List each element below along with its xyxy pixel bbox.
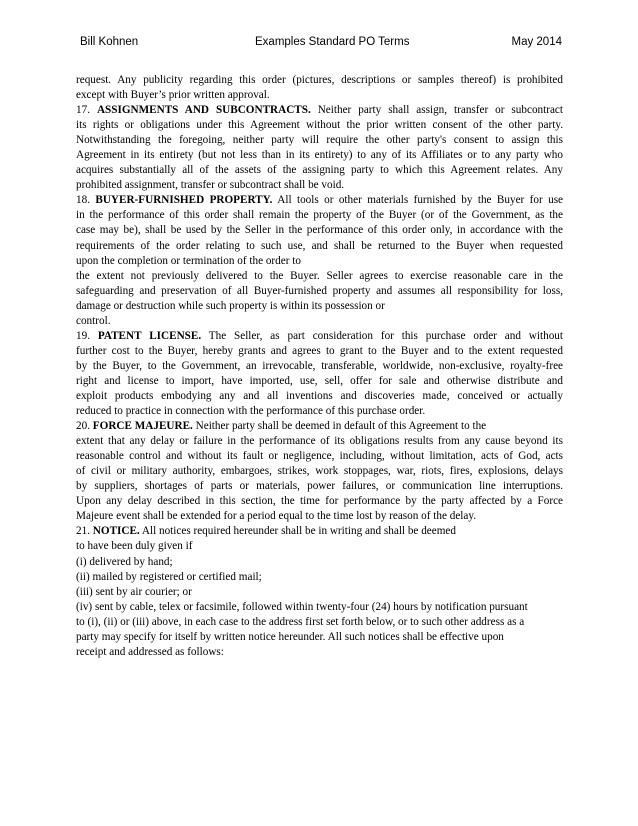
header-date: May 2014 xyxy=(511,36,562,48)
text-line xyxy=(76,299,563,314)
line-text: by the Buyer, to the Government, an irrevocable, transferable, worldwide, non-exclusive, royalty-free xyxy=(76,359,563,372)
line-text: All notices required hereunder shall be in writing and shall be deemed xyxy=(139,525,456,538)
text-line xyxy=(76,600,563,615)
line-text: receipt and addressed as follows: xyxy=(76,645,224,658)
text-line xyxy=(76,344,563,359)
text-line xyxy=(76,464,563,479)
line-text: Neither party shall be deemed in default of this Agreement to the xyxy=(192,420,487,433)
line-text: to have been duly given if xyxy=(76,540,193,553)
text-line xyxy=(76,163,563,178)
text-line xyxy=(76,148,563,163)
section-title: NOTICE. xyxy=(92,525,140,538)
text-line xyxy=(76,208,563,223)
line-text: requirements of the order relating to such use, and shall be returned to the Buyer when requested xyxy=(76,239,563,252)
text-line xyxy=(76,374,563,389)
section-heading-line xyxy=(76,419,563,434)
line-text: of civil or military authority, embargoes, strikes, work stoppages, war, riots, fires, explosions, delays xyxy=(76,465,563,478)
text-line xyxy=(76,615,563,630)
text-line xyxy=(76,509,563,524)
line-text: prohibited assignment, transfer or subcontract shall be void. xyxy=(76,179,345,192)
line-text: control. xyxy=(76,314,111,327)
section-heading-line xyxy=(76,524,563,539)
text-line xyxy=(76,269,563,284)
page-header xyxy=(80,34,562,50)
section-title: PATENT LICENSE. xyxy=(97,329,202,342)
section-title: ASSIGNMENTS AND SUBCONTRACTS. xyxy=(96,104,311,117)
line-text: reduced to practice in connection with the performance of this purchase order. xyxy=(76,405,426,418)
text-line xyxy=(76,630,563,645)
text-line xyxy=(76,223,563,238)
section-number: 21. xyxy=(76,525,93,538)
line-text: to (i), (ii) or (iii) above, in each case to the address first set forth below, or to such other address as a xyxy=(76,615,525,628)
text-line xyxy=(76,359,563,374)
section-heading-line xyxy=(76,193,563,208)
text-line xyxy=(76,88,563,103)
section-title: FORCE MAJEURE. xyxy=(92,420,193,433)
line-text: right and license to import, have imported, use, sell, offer for sale and otherwise distribute and xyxy=(76,374,563,387)
line-text: Notwithstanding the foregoing, neither party will require the other party's consent to assign this xyxy=(76,134,563,147)
header-title: Examples Standard PO Terms xyxy=(255,36,410,48)
section-heading-line xyxy=(76,329,563,344)
line-text: except with Buyer’s prior written approval. xyxy=(76,89,270,102)
line-text: upon the completion or termination of the order to xyxy=(76,254,301,267)
text-line xyxy=(76,404,563,419)
text-line xyxy=(76,585,563,600)
section-title: BUYER-FURNISHED PROPERTY. xyxy=(95,194,273,207)
text-line xyxy=(76,239,563,254)
line-text: in the performance of this order shall remain the property of the Buyer (or of the Government, as the xyxy=(76,209,563,222)
section-number: 17. xyxy=(76,104,97,117)
line-text: further cost to the Buyer, hereby grants and agrees to grant to the Buyer and to the extent requested xyxy=(76,344,563,357)
line-text: Majeure event shall be extended for a period equal to the time lost by reason of the delay. xyxy=(76,510,477,523)
text-line xyxy=(76,284,563,299)
text-line xyxy=(76,494,563,509)
line-text: request. Any publicity regarding this order (pictures, descriptions or samples thereof) is prohibited xyxy=(76,74,563,86)
text-line xyxy=(76,555,563,570)
line-text: extent that any delay or failure in the performance of its obligations results from any cause beyond its xyxy=(76,435,563,448)
line-text: by suppliers, shortages of parts or materials, power failures, or communication line interruptions. xyxy=(76,480,563,493)
text-line xyxy=(76,539,563,554)
line-text: acquires substantially all of the assets of the assigning party to which this Agreement relates. Any xyxy=(76,164,563,177)
line-text: party may specify for itself by written notice hereunder. All such notices shall be effective upon xyxy=(76,630,504,643)
line-text: case may be), shall be used by the Seller in the performance of this order only, in accordance with the xyxy=(76,224,563,237)
text-line xyxy=(76,449,563,464)
line-text: Neither party shall assign, transfer or subcontract xyxy=(310,104,564,117)
text-line xyxy=(76,314,563,329)
document-body xyxy=(76,73,563,660)
line-text: reasonable control and without its fault or negligence, including, without limitation, acts of God, acts xyxy=(76,450,563,463)
line-text: The Seller, as part consideration for this purchase order and without xyxy=(201,329,563,342)
text-line xyxy=(76,434,563,449)
line-text: (ii) mailed by registered or certified mail; xyxy=(76,570,262,583)
line-text: exploit products embodying any and all inventions and discoveries made, conceived or actually xyxy=(76,389,563,402)
line-text: (iv) sent by cable, telex or facsimile, followed within twenty-four (24) hours by notification pursuant xyxy=(76,600,528,613)
text-line xyxy=(76,73,563,88)
text-line xyxy=(76,645,563,660)
text-line xyxy=(76,479,563,494)
text-line xyxy=(76,118,563,133)
section-number: 18. xyxy=(76,194,96,207)
line-text: (iii) sent by air courier; or xyxy=(76,585,192,598)
line-text: safeguarding and preservation of all Buyer-furnished property and assumes all responsibility for loss, xyxy=(76,284,563,297)
section-number: 19. xyxy=(76,329,98,342)
header-author: Bill Kohnen xyxy=(80,36,139,48)
text-line xyxy=(76,389,563,404)
text-line xyxy=(76,254,563,269)
line-text: its rights or obligations under this Agreement without the prior written consent of the other party. xyxy=(76,119,563,132)
line-text: damage or destruction while such property is within its possession or xyxy=(76,299,385,312)
line-text: Upon any delay described in this section, the time for performance by the party affected by a Force xyxy=(76,495,563,508)
line-text: Agreement in its entirety (but not less than in its entirety) to any of its Affiliates or to any party who xyxy=(76,149,563,162)
line-text: the extent not previously delivered to the Buyer. Seller agrees to exercise reasonable care in the xyxy=(76,269,563,282)
line-text: All tools or other materials furnished by the Buyer for use xyxy=(272,194,564,207)
section-number: 20. xyxy=(76,420,93,433)
line-text: (i) delivered by hand; xyxy=(76,555,173,568)
text-line xyxy=(76,133,563,148)
text-line xyxy=(76,570,563,585)
text-line xyxy=(76,178,563,193)
section-heading-line xyxy=(76,103,563,118)
